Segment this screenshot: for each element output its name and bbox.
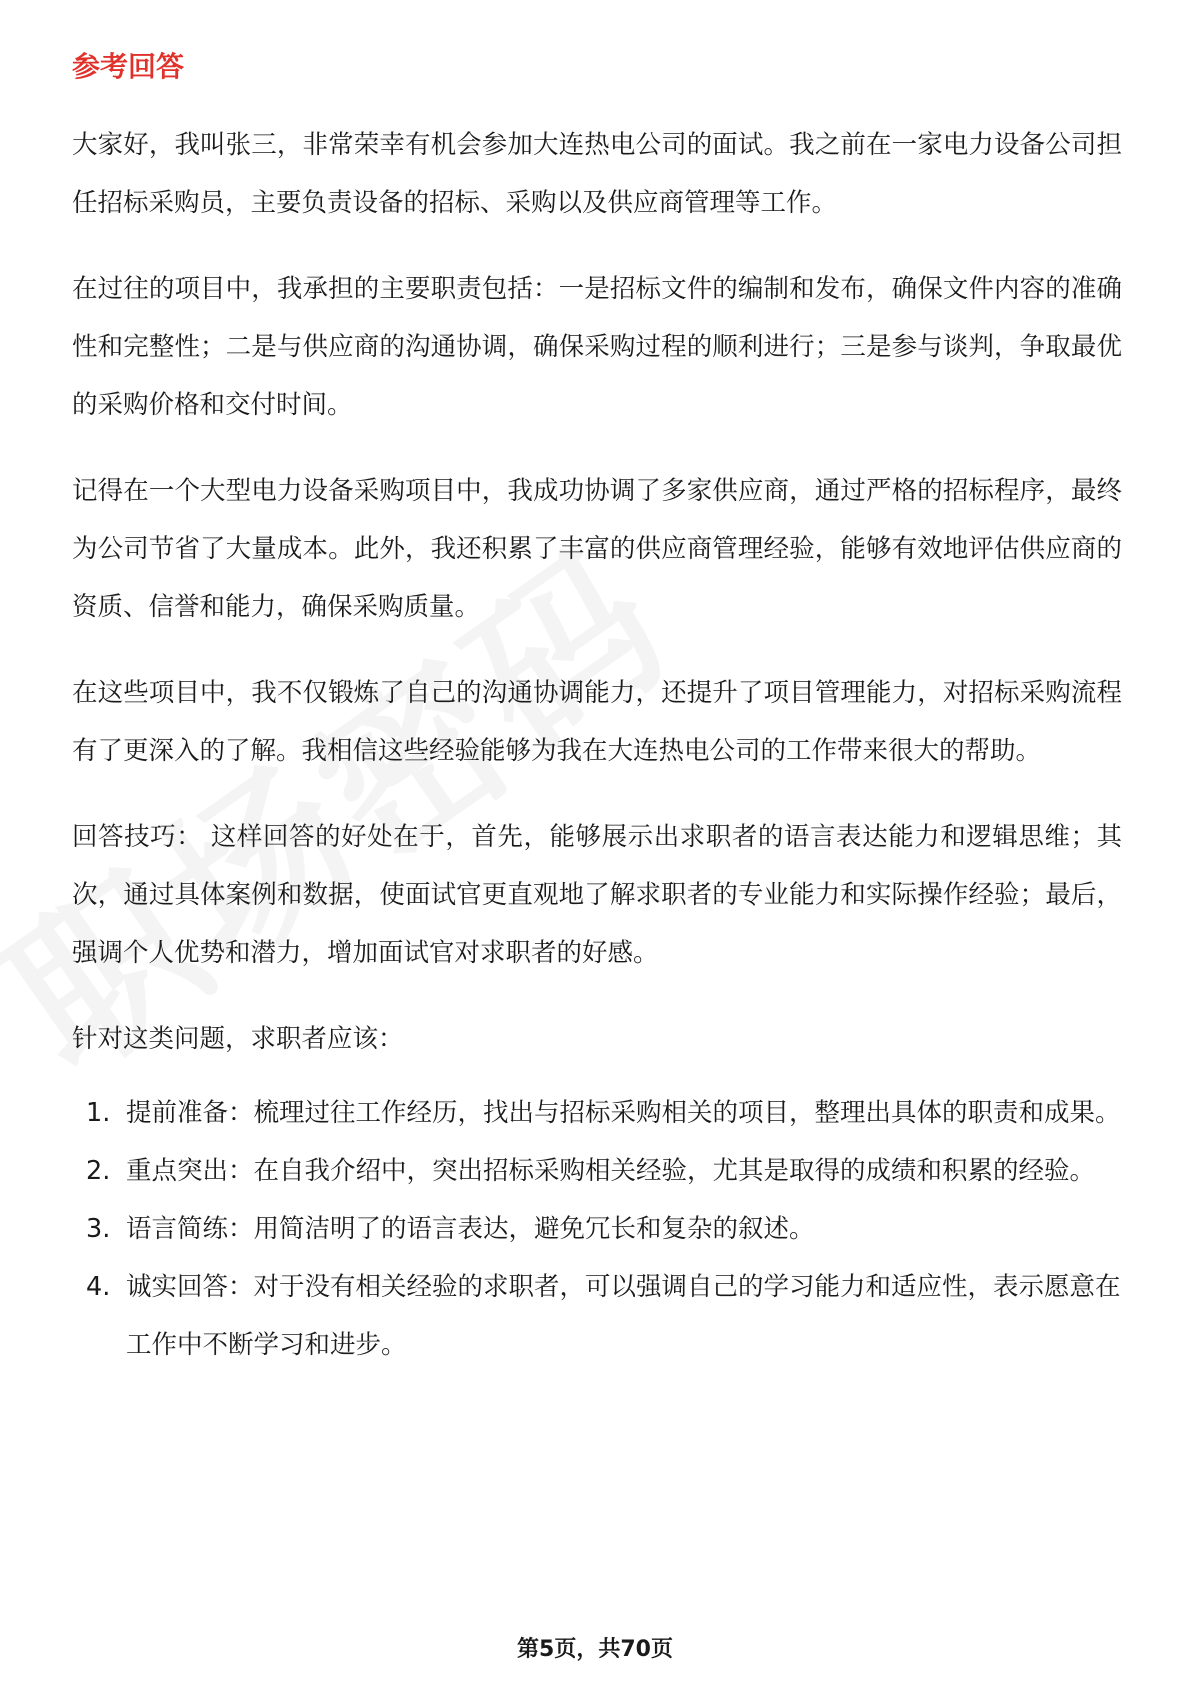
section-heading: 参考回答 — [72, 50, 185, 83]
document-page — [72, 46, 1122, 1374]
list-item-text: 语言简练：用简洁明了的语言表达，避免冗长和复杂的叙述。 — [126, 1214, 815, 1244]
paragraph-intro: 大家好，我叫张三，非常荣幸有机会参加大连热电公司的面试。我之前在一家电力设备公司担任招标采购员，主要负责设备的招标、采购以及供应商管理等工作。 — [72, 130, 1122, 218]
list-number: 1. — [86, 1098, 111, 1128]
paragraph-answer-tips: 回答技巧： 这样回答的好处在于，首先，能够展示出求职者的语言表达能力和逻辑思维；其次，通过具体案例和数据，使面试官更直观地了解求职者的专业能力和实际操作经验；最后，强调个人优势和潜力，增加面试官对求职者的好感。 — [72, 822, 1122, 968]
advice-list — [72, 1084, 1122, 1374]
list-item-text: 提前准备：梳理过往工作经历，找出与招标采购相关的项目，整理出具体的职责和成果。 — [126, 1098, 1121, 1128]
paragraph-project: 记得在一个大型电力设备采购项目中，我成功协调了多家供应商，通过严格的招标程序，最终为公司节省了大量成本。此外，我还积累了丰富的供应商管理经验，能够有效地评估供应商的资质、信誉和能力，确保采购质量。 — [72, 476, 1122, 622]
list-item — [72, 1258, 1122, 1374]
list-number: 3. — [86, 1214, 111, 1244]
list-item-text: 重点突出：在自我介绍中，突出招标采购相关经验，尤其是取得的成绩和积累的经验。 — [126, 1156, 1096, 1186]
list-number: 2. — [86, 1156, 111, 1186]
list-number: 4. — [86, 1272, 111, 1302]
list-item-text: 诚实回答：对于没有相关经验的求职者，可以强调自己的学习能力和适应性，表示愿意在工作中不断学习和进步。 — [126, 1272, 1121, 1360]
paragraph-summary: 在这些项目中，我不仅锻炼了自己的沟通协调能力，还提升了项目管理能力，对招标采购流程有了更深入的了解。我相信这些经验能够为我在大连热电公司的工作带来很大的帮助。 — [72, 678, 1122, 766]
paragraph-duties: 在过往的项目中，我承担的主要职责包括：一是招标文件的编制和发布，确保文件内容的准确性和完整性；二是与供应商的沟通协调，确保采购过程的顺利进行；三是参与谈判，争取最优的采购价格和交付时间。 — [72, 274, 1122, 420]
list-item — [72, 1084, 1122, 1142]
list-item — [72, 1200, 1122, 1258]
page-number: 第5页，共70页 — [517, 1637, 673, 1662]
paragraph-advice-intro: 针对这类问题，求职者应该： — [72, 1024, 404, 1054]
list-item — [72, 1142, 1122, 1200]
